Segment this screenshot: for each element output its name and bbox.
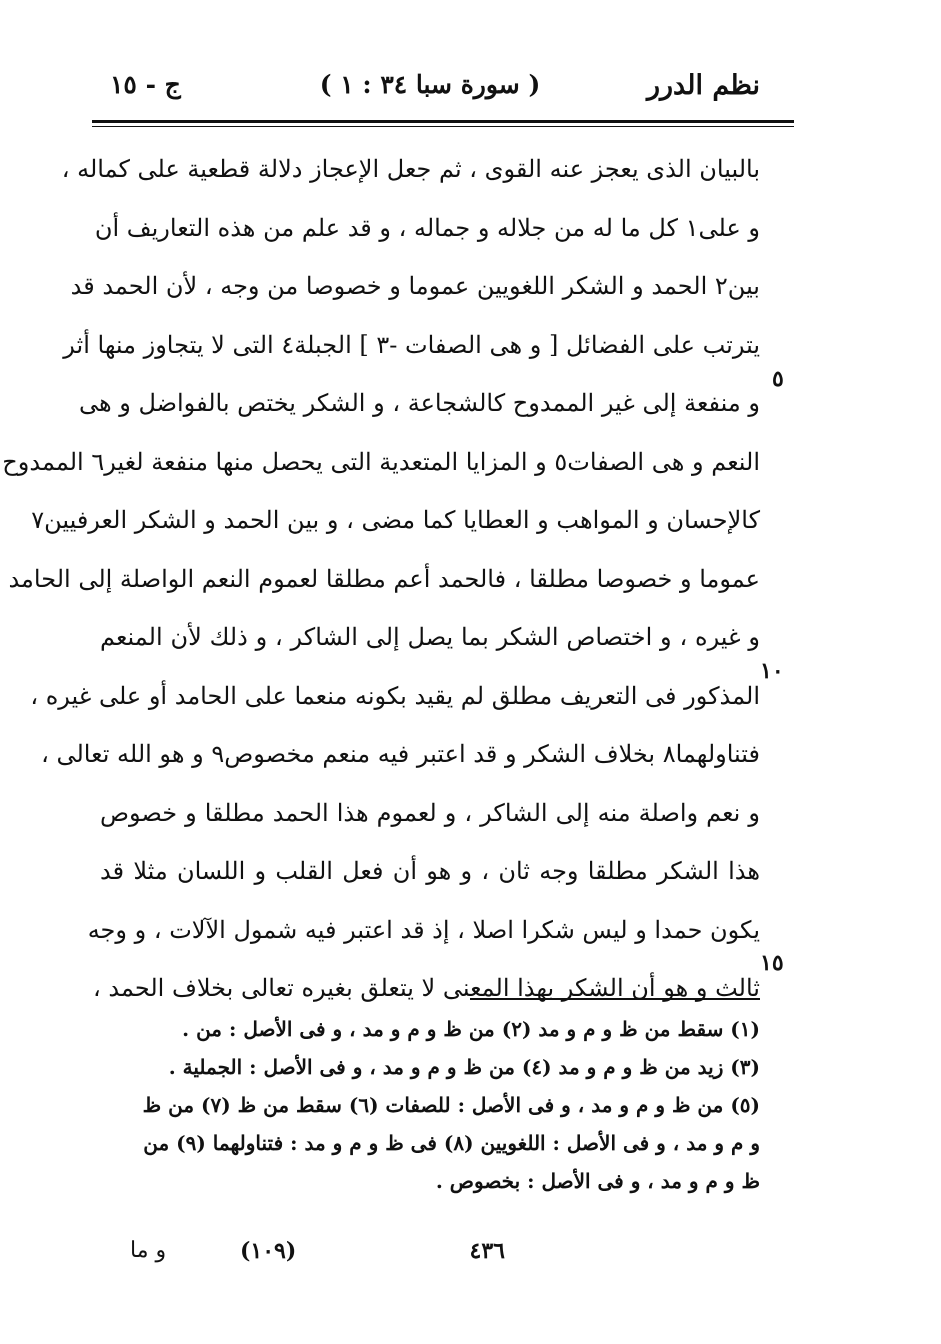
text-line: و غيره ، و اختصاص الشكر بما يصل إلى الشاكر ، و ذلك لأن المنعم [100,623,760,651]
footnote-line: و م و مد ، و فى الأصل : اللغويين (٨) فى ظ و م و مد : فتناولهما (٩) من [143,1131,760,1155]
text-line: كالإحسان و المواهب و العطايا كما مضى ، و بين الحمد و الشكر العرفيين٧ [31,506,760,534]
footnote-rule [470,998,760,1000]
footnote-line: ظ و م و مد ، و فى الأصل : بخصوص . [435,1169,760,1193]
header-rule-thin [92,126,794,127]
footnote-line: (١) سقط من ظ و م و مد (٢) من ظ و م و مد ، و فى الأصل : من . [182,1017,760,1041]
text-line: و على١ كل ما له من جلاله و جماله ، و قد علم من هذه التعاريف أن [94,213,760,242]
text-line: و نعم واصلة منه إلى الشاكر ، و لعموم هذا الحمد مطلقا و خصوص [100,798,760,827]
page-footer [100,1238,760,1278]
main-text [2,140,760,1018]
line-number-10: ١٠ [760,658,784,684]
footnote-line: (٣) زيد من ظ و م و مد (٤) من ظ و م و مد ، و فى الأصل : الجملية . [168,1055,760,1079]
page-number: ٤٣٦ [469,1238,505,1264]
book-title: نظم الدرر [646,70,760,101]
text-line: هذا الشكر مطلقا وجه ثان ، و هو أن فعل القلب و اللسان مثلا قد [100,857,760,885]
footnotes [100,1010,760,1200]
line-number-5: ٥ [772,366,784,392]
header-rule [92,120,794,123]
footnote-line: (٥) من ظ و م و مد ، و فى الأصل : للصفات (٦) سقط من ظ (٧) من ظ [142,1093,760,1117]
running-header [100,62,760,112]
volume-number: ج - ١٥ [110,70,181,99]
text-line: و منفعة إلى غير الممدوح كالشجاعة ، و الشكر يختص بالفواضل و هى [78,389,760,417]
reference-number: (١٠٩) [240,1238,297,1264]
text-line: يترتب على الفضائل [ و هى الصفات -٣ ] الجبلة٤ التى لا يتجاوز منها أثر [63,330,760,359]
text-line: بين٢ الحمد و الشكر اللغويين عموما و خصوصا من وجه ، لأن الحمد قد [70,272,760,300]
text-line: عموما و خصوصا مطلقا ، فالحمد أعم مطلقا لعموم النعم الواصلة إلى الحامد [8,564,760,593]
catchword: و ما [130,1238,167,1263]
text-line: بالبيان الذى يعجز عنه القوى ، ثم جعل الإعجاز دلالة قطعية على كماله ، [61,155,760,183]
line-number-15: ١٥ [760,950,784,976]
text-line: ثالث و هو أن الشكر بهذا المعنى لا يتعلق بغيره تعالى بخلاف الحمد ، [93,974,760,1002]
text-line: يكون حمدا و ليس شكرا اصلا ، إذ قد اعتبر فيه شمول الآلات ، و وجه [87,915,760,944]
text-line: المذكور فى التعريف مطلق لم يقيد بكونه منعما على الحامد أو على غيره ، [30,681,760,710]
text-line: النعم و هى الصفات٥ و المزايا المتعدية التى يحصل منها منفعة لغير٦ الممدوح [2,447,760,476]
text-line: فتناولهما٨ بخلاف الشكر و قد اعتبر فيه منعم مخصوص٩ و هو الله تعالى ، [41,740,760,768]
surah-reference: ( سورة سبا ٣٤ : ١ ) [319,70,541,99]
